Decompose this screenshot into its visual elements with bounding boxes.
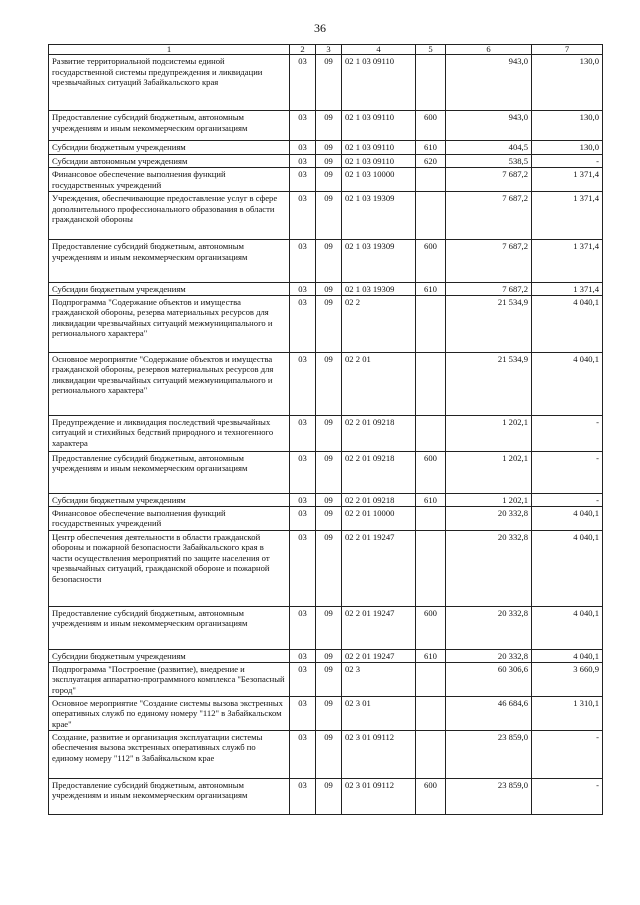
cell-type	[416, 168, 446, 192]
cell-type: 610	[416, 493, 446, 506]
cell-code: 02 1 03 10000	[342, 168, 416, 192]
cell-code: 02 3 01 09112	[342, 730, 416, 778]
cell-amt2: 4 040,1	[532, 606, 603, 649]
cell-sec: 03	[290, 649, 316, 662]
cell-sec: 03	[290, 493, 316, 506]
cell-amt2: 130,0	[532, 141, 603, 155]
cell-sec: 03	[290, 778, 316, 814]
cell-amt2: 1 371,4	[532, 168, 603, 192]
cell-amt2: -	[532, 415, 603, 451]
cell-code: 02 1 03 19309	[342, 192, 416, 240]
cell-sub: 09	[316, 415, 342, 451]
cell-code: 02 3 01 09112	[342, 778, 416, 814]
cell-amt: 21 534,9	[446, 352, 532, 415]
cell-type	[416, 55, 446, 111]
cell-sec: 03	[290, 192, 316, 240]
cell-name: Предоставление субсидий бюджетным, автономным учреждениям и иным некоммерческим организациям	[49, 240, 290, 283]
table-row	[49, 192, 603, 240]
cell-amt: 538,5	[446, 155, 532, 168]
cell-type	[416, 662, 446, 696]
cell-type	[416, 696, 446, 730]
table-row	[49, 649, 603, 662]
cell-name: Финансовое обеспечение выполнения функций государственных учреждений	[49, 506, 290, 530]
cell-code: 02 1 03 09110	[342, 141, 416, 155]
table-row	[49, 606, 603, 649]
cell-sec: 03	[290, 606, 316, 649]
cell-sec: 03	[290, 168, 316, 192]
cell-amt: 1 202,1	[446, 493, 532, 506]
cell-sub: 09	[316, 730, 342, 778]
cell-sub: 09	[316, 778, 342, 814]
cell-type	[416, 530, 446, 606]
cell-name: Создание, развитие и организация эксплуатации системы обеспечения вызова экстренных оперативных служб по единому номеру "112" в Забайкальском крае	[49, 730, 290, 778]
cell-sub: 09	[316, 240, 342, 283]
column-header: 1	[49, 45, 290, 55]
table-row	[49, 415, 603, 451]
cell-type: 620	[416, 155, 446, 168]
cell-sub: 09	[316, 493, 342, 506]
table-row	[49, 778, 603, 814]
cell-type: 600	[416, 451, 446, 493]
cell-sub: 09	[316, 111, 342, 141]
cell-amt2: 1 371,4	[532, 283, 603, 296]
cell-type	[416, 730, 446, 778]
table-row	[49, 111, 603, 141]
cell-amt: 21 534,9	[446, 295, 532, 352]
page-number: 36	[314, 21, 326, 35]
cell-sub: 09	[316, 352, 342, 415]
table-row	[49, 506, 603, 530]
cell-type	[416, 192, 446, 240]
cell-name: Предоставление субсидий бюджетным, автономным учреждениям и иным некоммерческим организациям	[49, 778, 290, 814]
table-row	[49, 295, 603, 352]
column-header: 2	[290, 45, 316, 55]
cell-amt: 7 687,2	[446, 240, 532, 283]
table-row	[49, 730, 603, 778]
cell-sub: 09	[316, 606, 342, 649]
cell-sub: 09	[316, 506, 342, 530]
cell-code: 02 2 01 09218	[342, 493, 416, 506]
cell-name: Предоставление субсидий бюджетным, автономным учреждениям и иным некоммерческим организациям	[49, 451, 290, 493]
cell-name: Учреждения, обеспечивающие предоставление услуг в сфере дополнительного профессионального образования в области гражданской обороны	[49, 192, 290, 240]
cell-name: Подпрограмма "Содержание объектов и имущества гражданской обороны, резерва материальных ресурсов для ликвидации чрезвычайных ситуаций межмуниципального и регионального характера"	[49, 295, 290, 352]
cell-name: Предупреждение и ликвидация последствий чрезвычайных ситуаций и стихийных бедствий природного и техногенного характера	[49, 415, 290, 451]
cell-sec: 03	[290, 696, 316, 730]
cell-amt: 1 202,1	[446, 451, 532, 493]
column-header: 7	[532, 45, 603, 55]
cell-name: Основное мероприятие "Создание системы вызова экстренных оперативных служб по единому номеру "112" в Забайкальском крае"	[49, 696, 290, 730]
cell-name: Субсидии бюджетным учреждениям	[49, 649, 290, 662]
table-row	[49, 352, 603, 415]
column-header: 6	[446, 45, 532, 55]
cell-amt2: 130,0	[532, 55, 603, 111]
cell-amt: 7 687,2	[446, 192, 532, 240]
cell-name: Предоставление субсидий бюджетным, автономным учреждениям и иным некоммерческим организациям	[49, 111, 290, 141]
cell-sec: 03	[290, 240, 316, 283]
cell-sub: 09	[316, 155, 342, 168]
column-header: 3	[316, 45, 342, 55]
cell-amt2: -	[532, 493, 603, 506]
cell-code: 02 2 01	[342, 352, 416, 415]
cell-type: 610	[416, 283, 446, 296]
cell-amt2: 4 040,1	[532, 506, 603, 530]
cell-name: Подпрограмма "Построение (развитие), внедрение и эксплуатация аппаратно-программного комплекса "Безопасный город"	[49, 662, 290, 696]
table-row	[49, 168, 603, 192]
cell-code: 02 1 03 19309	[342, 283, 416, 296]
cell-type	[416, 352, 446, 415]
cell-sec: 03	[290, 283, 316, 296]
cell-code: 02 1 03 09110	[342, 155, 416, 168]
cell-sub: 09	[316, 283, 342, 296]
table-row	[49, 493, 603, 506]
cell-sub: 09	[316, 696, 342, 730]
cell-code: 02 1 03 19309	[342, 240, 416, 283]
cell-amt2: 4 040,1	[532, 649, 603, 662]
table-row	[49, 451, 603, 493]
cell-type: 600	[416, 240, 446, 283]
cell-name: Субсидии автономным учреждениям	[49, 155, 290, 168]
cell-amt: 943,0	[446, 111, 532, 141]
cell-name: Предоставление субсидий бюджетным, автономным учреждениям и иным некоммерческим организациям	[49, 606, 290, 649]
cell-amt: 20 332,8	[446, 649, 532, 662]
table-row	[49, 696, 603, 730]
cell-type: 610	[416, 649, 446, 662]
cell-type	[416, 506, 446, 530]
cell-amt: 943,0	[446, 55, 532, 111]
cell-code: 02 2 01 09218	[342, 451, 416, 493]
cell-amt: 46 684,6	[446, 696, 532, 730]
cell-amt2: -	[532, 155, 603, 168]
cell-sec: 03	[290, 730, 316, 778]
table-header-row	[49, 45, 603, 55]
cell-code: 02 2	[342, 295, 416, 352]
table-row	[49, 662, 603, 696]
cell-name: Развитие территориальной подсистемы единой государственной системы предупреждения и ликвидации чрезвычайных ситуаций Забайкальского края	[49, 55, 290, 111]
cell-sec: 03	[290, 55, 316, 111]
cell-code: 02 2 01 09218	[342, 415, 416, 451]
cell-sub: 09	[316, 55, 342, 111]
cell-amt: 1 202,1	[446, 415, 532, 451]
cell-code: 02 2 01 10000	[342, 506, 416, 530]
cell-sec: 03	[290, 352, 316, 415]
cell-type: 600	[416, 606, 446, 649]
cell-sub: 09	[316, 295, 342, 352]
cell-code: 02 3 01	[342, 696, 416, 730]
cell-sec: 03	[290, 155, 316, 168]
cell-amt2: 3 660,9	[532, 662, 603, 696]
cell-code: 02 1 03 09110	[342, 111, 416, 141]
cell-sub: 09	[316, 141, 342, 155]
cell-sec: 03	[290, 506, 316, 530]
cell-sec: 03	[290, 530, 316, 606]
cell-amt: 20 332,8	[446, 506, 532, 530]
cell-sec: 03	[290, 415, 316, 451]
cell-sec: 03	[290, 295, 316, 352]
table-row	[49, 530, 603, 606]
cell-amt: 20 332,8	[446, 530, 532, 606]
cell-type: 600	[416, 111, 446, 141]
table-row	[49, 155, 603, 168]
cell-amt: 60 306,6	[446, 662, 532, 696]
cell-amt2: 1 371,4	[532, 192, 603, 240]
cell-amt2: 1 371,4	[532, 240, 603, 283]
cell-name: Центр обеспечения деятельности в области гражданской обороны и пожарной безопасности Забайкальского края в части осуществления мероприятий по защите населения от чрезвычайных ситуаций, гражданской обороне и пожарной безопасности	[49, 530, 290, 606]
cell-sec: 03	[290, 662, 316, 696]
cell-type: 610	[416, 141, 446, 155]
cell-type	[416, 295, 446, 352]
cell-sub: 09	[316, 662, 342, 696]
cell-amt2: 4 040,1	[532, 530, 603, 606]
cell-name: Субсидии бюджетным учреждениям	[49, 283, 290, 296]
budget-table	[48, 44, 603, 815]
cell-amt: 23 859,0	[446, 778, 532, 814]
cell-name: Основное мероприятие "Содержание объектов и имущества гражданской обороны, резервов материальных ресурсов для ликвидации чрезвычайных ситуаций межмуниципального и регионального характера"	[49, 352, 290, 415]
cell-amt2: -	[532, 451, 603, 493]
cell-sub: 09	[316, 530, 342, 606]
cell-sec: 03	[290, 451, 316, 493]
cell-amt: 7 687,2	[446, 168, 532, 192]
cell-amt2: -	[532, 730, 603, 778]
table-row	[49, 283, 603, 296]
cell-amt: 20 332,8	[446, 606, 532, 649]
cell-type: 600	[416, 778, 446, 814]
cell-code: 02 3	[342, 662, 416, 696]
cell-amt: 23 859,0	[446, 730, 532, 778]
cell-name: Субсидии бюджетным учреждениям	[49, 141, 290, 155]
cell-code: 02 2 01 19247	[342, 649, 416, 662]
cell-sub: 09	[316, 192, 342, 240]
cell-amt2: 4 040,1	[532, 295, 603, 352]
cell-name: Финансовое обеспечение выполнения функций государственных учреждений	[49, 168, 290, 192]
cell-type	[416, 415, 446, 451]
table-row	[49, 141, 603, 155]
cell-sec: 03	[290, 111, 316, 141]
cell-amt2: -	[532, 778, 603, 814]
cell-sec: 03	[290, 141, 316, 155]
cell-amt: 404,5	[446, 141, 532, 155]
cell-amt: 7 687,2	[446, 283, 532, 296]
cell-amt2: 1 310,1	[532, 696, 603, 730]
cell-amt2: 4 040,1	[532, 352, 603, 415]
cell-code: 02 2 01 19247	[342, 530, 416, 606]
cell-code: 02 2 01 19247	[342, 606, 416, 649]
cell-sub: 09	[316, 168, 342, 192]
table-row	[49, 55, 603, 111]
cell-sub: 09	[316, 451, 342, 493]
cell-name: Субсидии бюджетным учреждениям	[49, 493, 290, 506]
cell-amt2: 130,0	[532, 111, 603, 141]
cell-sub: 09	[316, 649, 342, 662]
column-header: 5	[416, 45, 446, 55]
column-header: 4	[342, 45, 416, 55]
table-row	[49, 240, 603, 283]
cell-code: 02 1 03 09110	[342, 55, 416, 111]
